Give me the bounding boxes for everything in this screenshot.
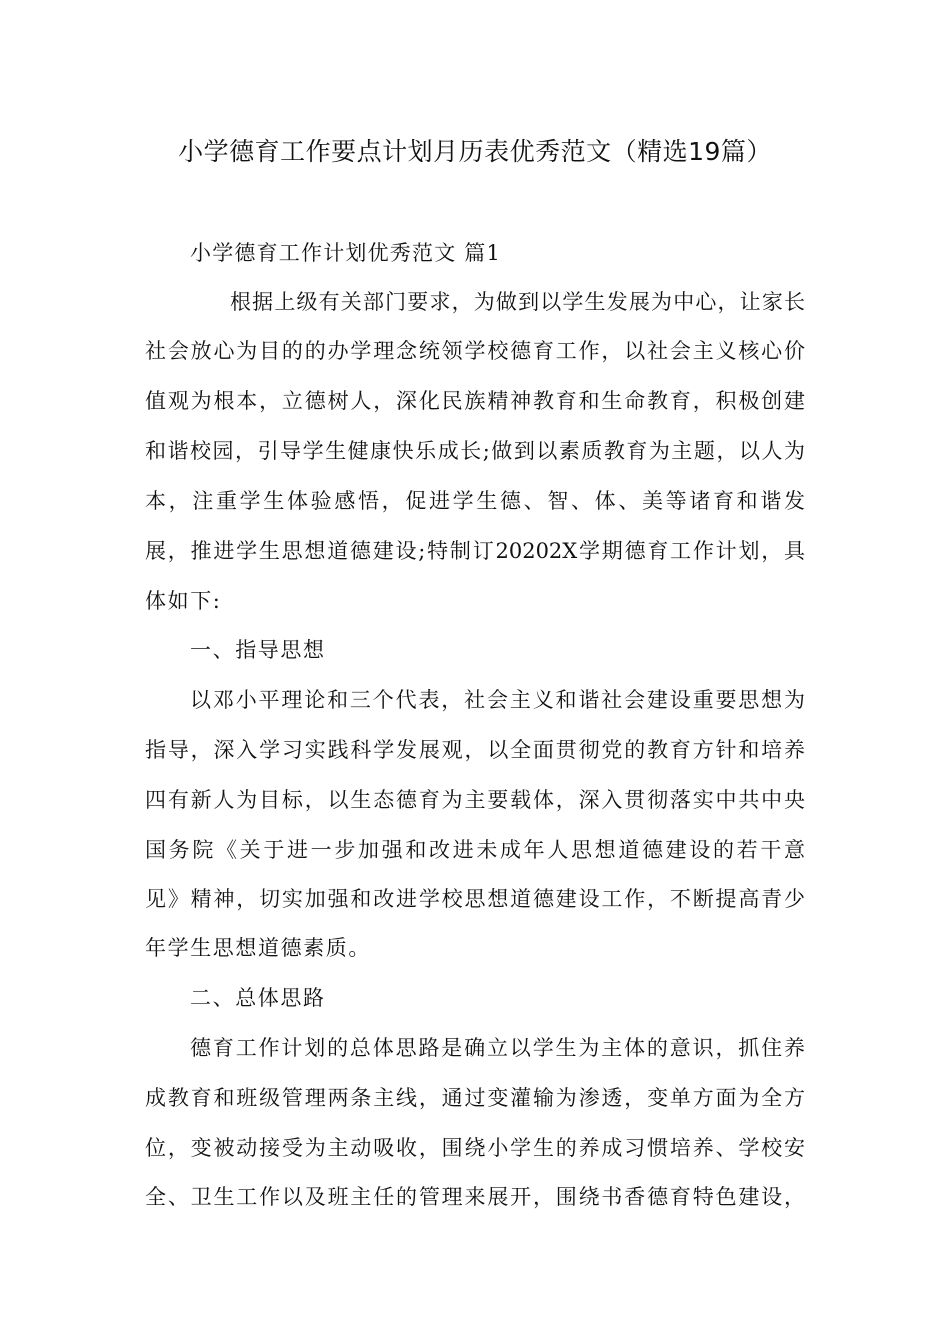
paragraph-line: 见》精神，切实加强和改进学校思想道德建设工作，不断提高青少 [145,887,805,911]
paragraph-line: 以邓小平理论和三个代表，社会主义和谐社会建设重要思想为 [190,688,805,712]
paragraph-line: 指导，深入学习实践科学发展观，以全面贯彻党的教育方针和培养 [145,738,805,762]
paragraph-line: 成教育和班级管理两条主线，通过变灌输为渗透，变单方面为全方 [145,1086,805,1110]
paragraph-line: 社会放心为目的的办学理念统领学校德育工作，以社会主义核心价 [145,339,805,363]
document-title: 小学德育工作要点计划月历表优秀范文（精选19篇） [178,137,772,166]
paragraph-line: 展，推进学生思想道德建设;特制订20202X学期德育工作计划，具 [145,539,805,563]
paragraph-line: 四有新人为目标，以生态德育为主要载体，深入贯彻落实中共中央 [145,788,805,812]
paragraph-line: 本，注重学生体验感悟，促进学生德、智、体、美等诸育和谐发 [145,489,805,513]
paragraph-line: 德育工作计划的总体思路是确立以学生为主体的意识，抓住养 [190,1036,805,1060]
paragraph-line: 体如下: [145,589,222,613]
paragraph-line: 位，变被动接受为主动吸收，围绕小学生的养成习惯培养、学校安 [145,1136,805,1160]
paragraph-line: 和谐校园，引导学生健康快乐成长;做到以素质教育为主题，以人为 [145,439,805,463]
paragraph-line: 国务院《关于进一步加强和改进未成年人思想道德建设的若干意 [145,838,805,862]
paragraph-line: 根据上级有关部门要求，为做到以学生发展为中心，让家长 [230,290,805,314]
paragraph-line: 全、卫生工作以及班主任的管理来展开，围绕书香德育特色建设， [145,1185,805,1209]
article-subtitle: 小学德育工作计划优秀范文 篇1 [190,241,502,265]
section-heading: 一、指导思想 [190,638,326,662]
section-heading: 二、总体思路 [190,986,326,1010]
paragraph-line: 年学生思想道德素质。 [145,936,371,960]
paragraph-line: 值观为根本，立德树人，深化民族精神教育和生命教育，积极创建 [145,389,805,413]
